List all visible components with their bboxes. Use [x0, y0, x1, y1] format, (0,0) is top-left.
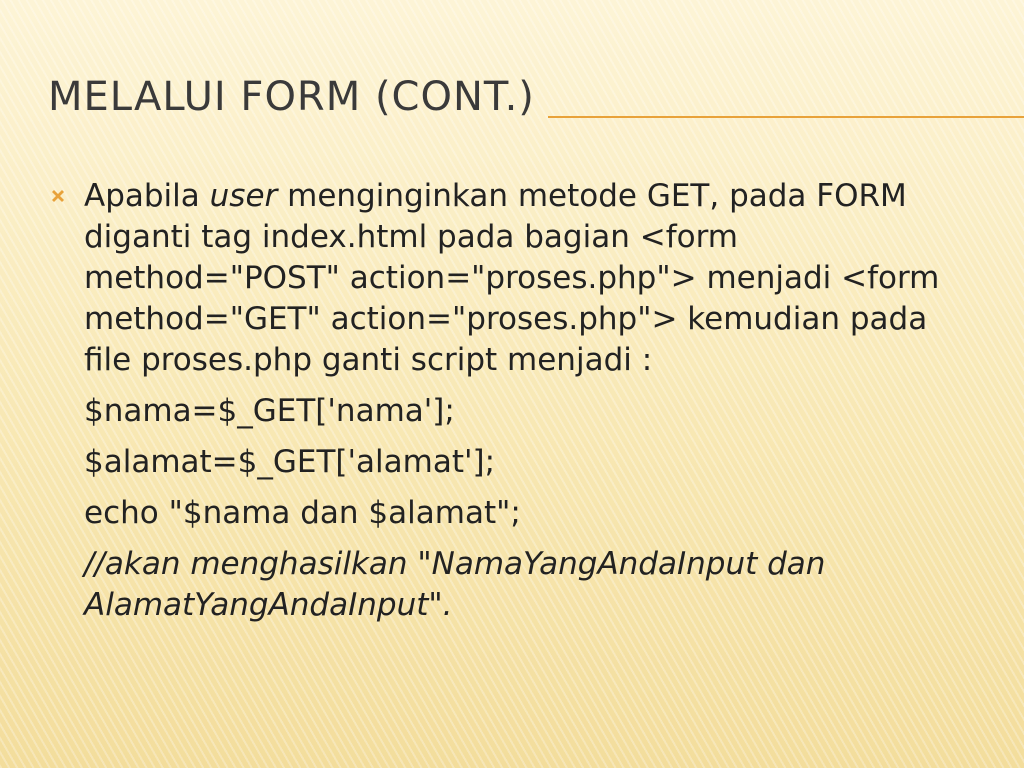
title-underline [548, 116, 1024, 118]
bullet-item [48, 176, 978, 381]
x-cross-icon [48, 186, 68, 206]
bullet-text-emphasis: user [209, 178, 278, 214]
bullet-text [84, 176, 978, 381]
bullet-text-rest: menginginkan metode GET, pada FORM diganti tag index.html pada bagian <form method="POST" action="proses.php"> menjadi <form method="GET" action="proses.php"> kemudian pada file proses.php ganti script menjadi : [84, 178, 940, 378]
slide-title: MELALUI FORM (CONT.) [48, 74, 535, 120]
code-line: $nama=$_GET['nama']; [84, 393, 455, 429]
code-comment: //akan menghasilkan "NamaYangAndaInput dan AlamatYangAndaInput". [84, 546, 826, 623]
code-line: $alamat=$_GET['alamat']; [84, 444, 496, 480]
code-line: echo "$nama dan $alamat"; [84, 495, 521, 531]
slide-content [48, 176, 978, 626]
bullet-text-start: Apabila [84, 178, 210, 214]
